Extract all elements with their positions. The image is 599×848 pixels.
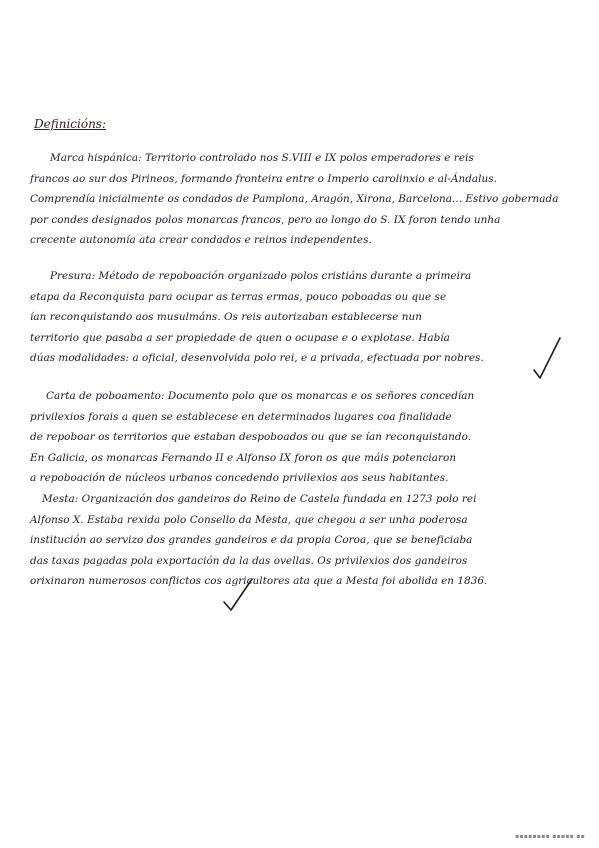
text-line: por condes designados polos monarcas francos, pero ao longo do S. IX foron tendo unha — [30, 213, 501, 226]
text-line: institución ao servizo dos grandes gandeiros e da propia Coroa, que se beneficiaba — [30, 534, 473, 546]
text-line: Marca hispánica: Territorio controlado nos S.VIII e IX polos emperadores e reis — [50, 152, 474, 164]
text-line: dúas modalidades: a oficial, desenvolvida polo rei, e a privada, efectuada por nobres. — [30, 352, 484, 364]
text-line: etapa da Reconquista para ocupar as terras ermas, pouco poboadas ou que se — [30, 290, 447, 303]
check-mark-icon — [532, 336, 562, 380]
text-line: francos ao sur dos Pirineos, formando fronteira entre o Imperio carolinxio e al-Ándalus. — [30, 172, 498, 185]
text-line: ían reconquistando aos musulmáns. Os reis autorizaban establecerse nun — [30, 311, 422, 323]
text-line: de repoboar os territorios que estaban despoboados ou que se ían reconquistando. — [30, 431, 472, 443]
text-line: das taxas pagadas pola exportación da la das ovellas. Os privilexios dos gandeiros — [30, 554, 468, 567]
definition-marca-hispanica — [30, 148, 578, 251]
text-line: Alfonso X. Estaba rexida polo Consello da Mesta, que chegou a ser unha poderosa — [30, 513, 468, 526]
check-mark-icon — [222, 576, 254, 612]
text-line: Comprendía inicialmente os condados de Pamplona, Aragón, Xirona, Barcelona... Estivo gobernada — [30, 193, 559, 205]
text-line: territorio que pasaba a ser propiedade de quen o ocupase e o explotase. Había — [30, 331, 450, 344]
text-line: En Galicia, os monarcas Fernando II e Alfonso IX foron os que máis potenciaron — [30, 451, 457, 464]
text-line: Presura: Método de repoboación organizado polos cristiáns durante a primeira — [50, 270, 472, 282]
page-title: Definicións: — [34, 117, 107, 131]
text-line: privilexios forais a quen se establecese en determinados lugares coa finalidade — [30, 410, 452, 423]
text-line: Carta de poboamento: Documento polo que os monarcas e os señores concedían — [46, 390, 475, 402]
scanner-watermark: ▪▪▪▪▪▪▪▪ ▪▪▪▪▪ ▪▪ — [515, 833, 585, 840]
definition-carta-de-poboamento — [30, 386, 578, 489]
definition-mesta — [30, 489, 578, 592]
text-line: orixinaron numerosos conflictos cos agricultores ata que a Mesta foi abolida en 1836. — [30, 575, 488, 587]
text-line: crecente autonomía ata crear condados e reinos independentes. — [30, 234, 372, 246]
definition-presura — [30, 266, 578, 369]
text-line: a repoboación de núcleos urbanos concedendo privilexios aos seus habitantes. — [30, 472, 449, 484]
text-line: Mesta: Organización dos gandeiros do Reino de Castela fundada en 1273 polo rei — [42, 493, 477, 505]
